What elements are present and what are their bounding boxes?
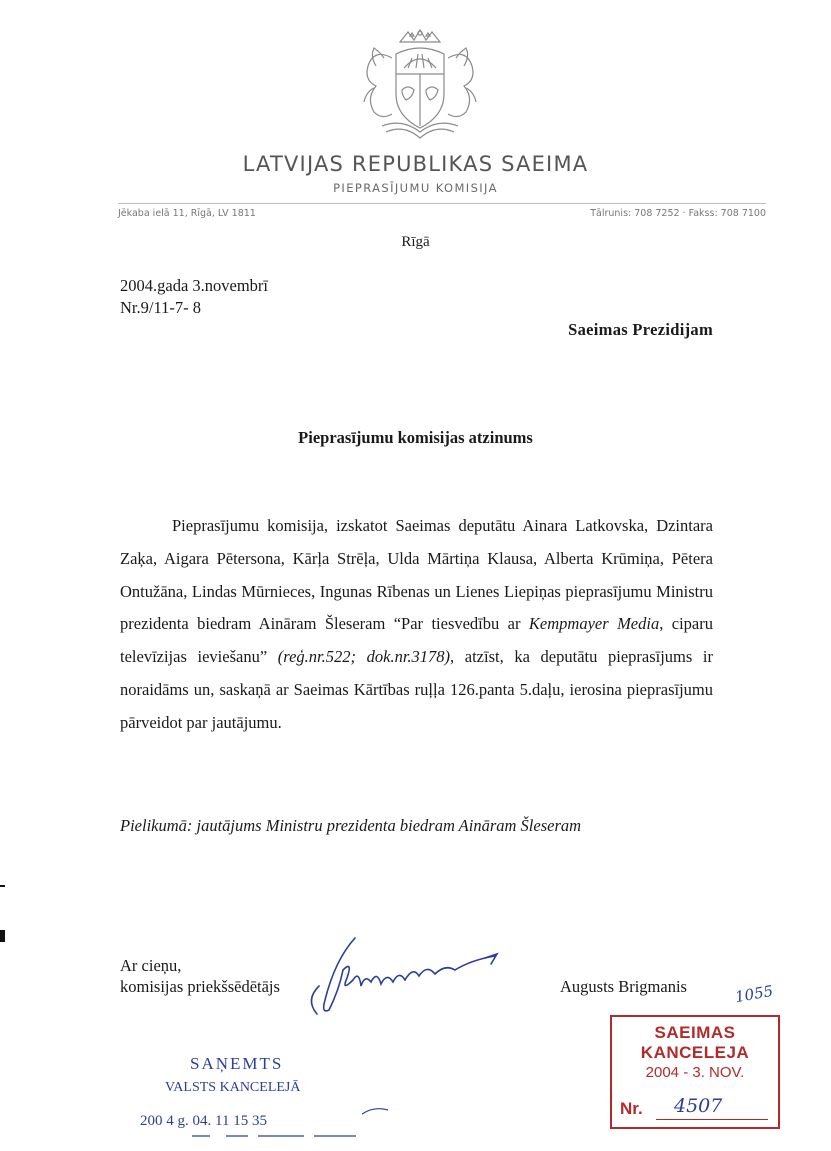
saeima-chancellery-stamp [610,1015,780,1129]
received-stamp-underlines [130,1100,400,1142]
chancellery-stamp-title: SAEIMAS KANCELEJA [640,1023,750,1062]
letterhead-phone: Tālrunis: 708 7252 · Fakss: 708 7100 [590,208,766,219]
body-italic-company: Kempmayer Media [528,614,660,634]
chancellery-stamp-nr-value: 4507 [674,1095,723,1117]
scan-margin-mark [0,930,5,942]
body-italic-reference: (reģ.nr.522; dok.nr.3178) [277,647,451,667]
reference-number: Nr.9/11-7- 8 [120,298,201,317]
chancellery-stamp-date: 2004 - 3. NOV. [645,1064,745,1081]
body-text [120,510,713,740]
handwritten-number: 1055 [733,981,775,1007]
chancellery-stamp-nr-line [656,1119,768,1120]
committee-name: PIEPRASĪJUMU KOMISIJA [333,181,498,195]
coat-of-arms-emblem [352,28,488,140]
body-text-part: Pieprasījumu komisija, izskatot Saeimas deputātu Ainara Latkovska, Dzintara Zaķa, Aigara Pētersona, Kārļa Strēļa, Ulda Mārtiņa Klausa, Alberta Krūmiņa, Pētera Ontužāna, Lindas Mūrnieces, Ingunas Rībenas un Lienes Liepiņas pieprasījumu Ministru prezidenta biedram Aināram Šleseram “Par tiesvedību ar [120,516,713,634]
body-text-part: , ciparu televīzijas ieviešanu” [120,614,713,667]
document-title: Pieprasījumu komisijas atzinums [298,428,533,447]
city: Rīgā [401,234,430,250]
body-paragraph [120,510,713,740]
signer-title: komisijas priekšsēdētājs [120,977,280,996]
received-stamp-office: VALSTS KANCELEJĀ [165,1080,301,1095]
letterhead-divider [118,203,766,204]
body-text-part: , atzīst, ka deputātu pieprasījums ir noraidāms un, saskaņā ar Saeimas Kārtības ruļļa 126.panta 5.daļu, ierosina pieprasījumu pārveidot par jautājumu. [120,647,714,732]
signer-name: Augusts Brigmanis [560,977,687,996]
received-stamp-date: 200 4 g. 04. 11 15 35 [140,1113,267,1129]
handwritten-signature [295,930,505,1020]
attachment-note: Pielikumā: jautājums Ministru prezidenta biedram Aināram Šleseram [120,816,582,835]
chancellery-stamp-nr-label: Nr. [620,1099,643,1118]
organization-name: LATVIJAS REPUBLIKAS SAEIMA [242,152,589,176]
addressee: Saeimas Prezidijam [568,320,713,339]
scan-margin-mark [0,885,5,887]
letterhead-address: Jēkaba ielā 11, Rīgā, LV 1811 [118,208,256,219]
closing-salutation: Ar cieņu, [120,956,182,975]
document-date: 2004.gada 3.novembrī [120,276,269,295]
received-stamp-title: SAŅEMTS [190,1054,284,1073]
